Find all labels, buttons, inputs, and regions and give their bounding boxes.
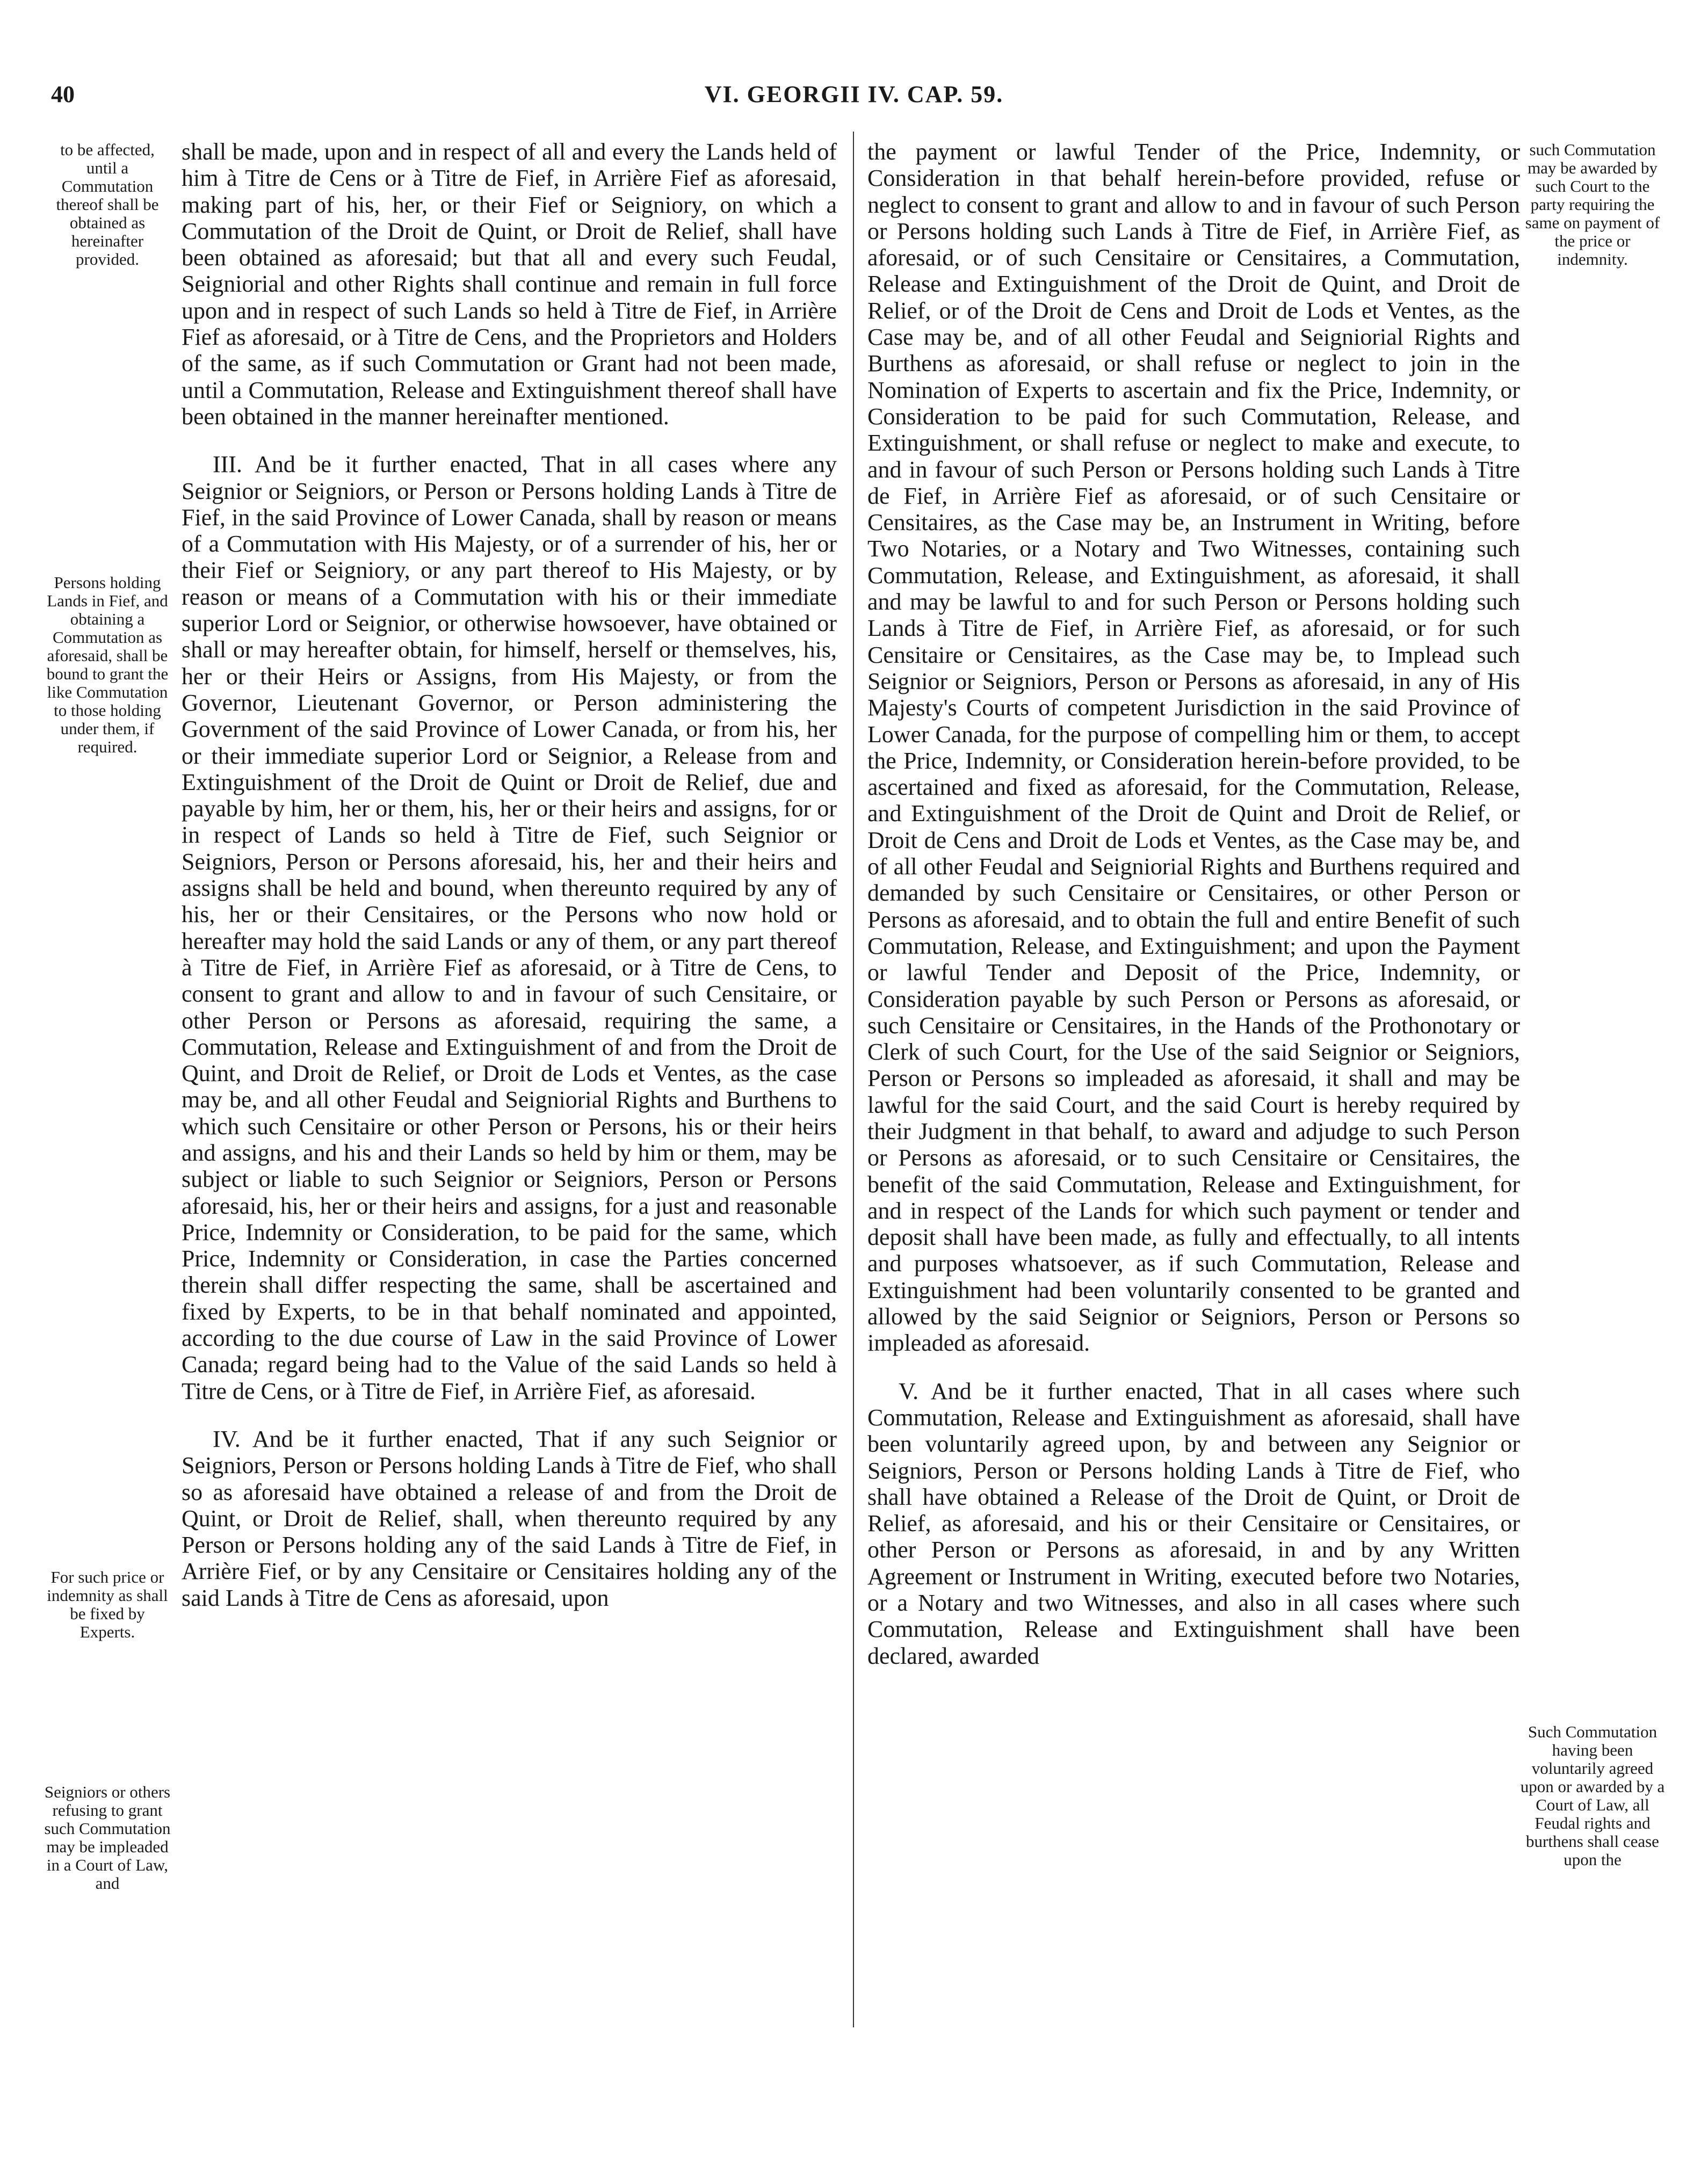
margin-note: Seigniors or others refusing to grant such Commutation may be impleaded in a Court of Law, and <box>44 1782 171 1893</box>
margin-note: such Commutation may be awarded by such Court to the party requiring the same on payment of the price or indemnity. <box>1525 140 1660 269</box>
section-iii: III. And be it further enacted, That in all cases where any Seignior or Seigniors, or Person or Persons holding Lands à Titre de Fief, in the said Province of Lower Canada, shall by reason or means of a Commutation with His Majesty, or of a surrender of his, her or their Fief or Seigniory, or any part thereof to His Majesty, or by reason or means of a Commutation with his or their immediate superior Lord or Seignior, or otherwise howsoever, have obtained or shall or may hereafter obtain, for himself, herself or themselves, his, her or their Heirs or Assigns, from His Majesty, or from the Governor, Lieutenant Governor, or Person administering the Government of the said Province of Lower Canada, or from his, her or their immediate superior Lord or Seignior, a Release from and Extinguishment of the Droit de Quint or Droit de Relief, due and payable by him, her or them, his, her or their heirs and assigns, for or in respect of Lands so held à Titre de Fief, such Seignior or Seigniors, Person or Persons aforesaid, his, her and their heirs and assigns shall be held and bound, when thereunto required by any of his, her or their Censitaires, or the Persons who now hold or hereafter may hold the said Lands or any of them, or any part thereof à Titre de Fief, in Arrière Fief as aforesaid, or à Titre de Cens, to consent to grant and allow to and in favour of such Censitaire, or other Person or Persons as aforesaid, requiring the same, a Commutation, Release and Extinguishment of and from the Droit de Quint, and Droit de Relief, or Droit de Lods et Ventes, as the case may be, and all other Feudal and Seigniorial Rights and Burthens to which such Censitaire or other Person or Persons, his or their heirs and assigns, and his and their Lands so held by him or them, may be subject or liable to such Seignior or Seigniors, Person or Persons aforesaid, his, her or their heirs and assigns, for a just and reasonable Price, Indemnity or Consideration, to be paid for the same, which Price, Indemnity or Consideration, in case the Parties concerned therein shall differ respecting the same, shall be ascertained and fixed by Experts, to be in that behalf nominated and appointed, according to the due course of Law in the said Province of Lower Canada; regard being had to the Value of the said Lands so held à Titre de Cens, or à Titre de Fief, in Arrière Fief, as aforesaid. <box>182 451 837 1404</box>
page-number: 40 <box>51 81 75 107</box>
right-text-column <box>867 139 1520 1691</box>
section-v: V. And be it further enacted, That in all cases where such Commutation, Release and Extinguishment as aforesaid, shall have been voluntarily agreed upon, by and between any Seignior or Seigniors, Person or Persons holding Lands à Titre de Fief, who shall have obtained a Release of the Droit de Quint, or Droit de Relief, as aforesaid, and his or their Censitaire or Censitaires, or other Person or Persons as aforesaid, in and by any Written Agreement or Instrument in Writing, executed before two Notaries, or a Notary and two Witnesses, and also in all cases where such Commutation, Release and Extinguishment shall have been declared, awarded <box>867 1378 1520 1669</box>
left-text-column <box>182 139 837 1633</box>
margin-note: Such Commutation having been voluntarily agreed upon or awarded by a Court of Law, all Feudal rights and burthens shall cease upon the <box>1520 1722 1665 1869</box>
paragraph: the payment or lawful Tender of the Price, Indemnity, or Consideration in that behalf herein-before provided, refuse or neglect to consent to grant and allow to and in favour of such Person or Persons holding such Lands à Titre de Fief, in Arrière Fief, as aforesaid, or of such Censitaire or Censitaires, a Commutation, Release and Extinguishment of the Droit de Quint, and Droit de Relief, or of the Droit de Cens and Droit de Lods et Ventes, as the Case may be, and of all other Feudal and Seigniorial Rights and Burthens as aforesaid, or shall refuse or neglect to join in the Nomination of Experts to ascertain and fix the Price, Indemnity, or Consideration to be paid for such Commutation, Release, and Extinguishment, or shall refuse or neglect to make and execute, to and in favour of such Person or Persons holding such Lands à Titre de Fief, in Arrière Fief as aforesaid, or of such Censitaire or Censitaires, as the Case may be, an Instrument in Writing, before Two Notaries, or a Notary and Two Witnesses, containing such Commutation, Release, and Extinguishment, as aforesaid, it shall and may be lawful to and for such Person or Persons holding such Lands à Titre de Fief, in Arrière Fief, as aforesaid, or for such Censitaire or Censitaires, as the Case may be, to Implead such Seignior or Seigniors, Person or Persons as aforesaid, in any of His Majesty's Courts of competent Jurisdiction in the said Province of Lower Canada, for the purpose of compelling him or them, to accept the Price, Indemnity, or Consideration herein-before provided, to be ascertained and fixed as aforesaid, for the Commutation, Release, and Extinguishment of the Droit de Quint and Droit de Relief, or Droit de Cens and Droit de Lods et Ventes, as the Case may be, and of all other Feudal and Seigniorial Rights and Burthens required and demanded by such Censitaire or Censitaires, or other Person or Persons as aforesaid, and to obtain the full and entire Benefit of such Commutation, Release, and Extinguishment; and upon the Payment or lawful Tender and Deposit of the Price, Indemnity, or Consideration payable by such Person or Persons as aforesaid, or such Censitaire or Censitaires, in the Hands of the Prothonotary or Clerk of such Court, for the Use of the said Seignior or Seigniors, Person or Persons so impleaded as aforesaid, it shall and may be lawful for the said Court, and the said Court is hereby required by their Judgment in that behalf, to award and adjudge to such Person or Persons as aforesaid, or to such Censitaire or Censitaires, the benefit of the said Commutation, Release and Extinguishment, for and in respect of the Lands for which such payment or tender and deposit shall have been made, as fully and effectually, to all intents and purposes whatsoever, as if such Commutation, Release and Extinguishment had been voluntarily consented to be granted and allowed by the said Seignior or Seigniors, Person or Persons so impleaded as aforesaid. <box>867 139 1520 1357</box>
running-title: VI. GEORGII IV. CAP. 59. <box>704 81 1004 107</box>
column-divider <box>853 132 854 2027</box>
page-header <box>51 81 1657 118</box>
margin-note: Persons holding Lands in Fief, and obtaining a Commutation as aforesaid, shall be bound to grant the like Commutation to those holding under them, if required. <box>46 573 169 756</box>
margin-note: For such price or indemnity as shall be fixed by Experts. <box>47 1568 168 1641</box>
margin-note: to be affected, until a Commutation thereof shall be obtained as hereinafter provided. <box>56 140 159 269</box>
section-iv: IV. And be it further enacted, That if any such Seignior or Seigniors, Person or Persons holding Lands à Titre de Fief, who shall so as aforesaid have obtained a release of and from the Droit de Quint, or Droit de Relief, shall, when thereunto required by any Person or Persons holding any of the said Lands à Titre de Fief, in Arrière Fief, or by any Censitaire or Censitaires holding any of the said Lands à Titre de Cens as aforesaid, upon <box>182 1425 837 1611</box>
paragraph: shall be made, upon and in respect of all and every the Lands held of him à Titre de Cens or à Titre de Fief, in Arrière Fief as aforesaid, making part of his, her, or their Fief or Seigniory, on which a Commutation of the Droit de Quint, or Droit de Relief, shall have been obtained as aforesaid; but that all and every such Feudal, Seigniorial and other Rights shall continue and remain in full force upon and in respect of such Lands so held à Titre de Fief, in Arrière Fief as aforesaid, or à Titre de Cens, and the Proprietors and Holders of the same, as if such Commutation or Grant had not been made, until a Commutation, Release and Extinguishment thereof shall have been obtained in the manner hereinafter mentioned. <box>182 139 837 430</box>
